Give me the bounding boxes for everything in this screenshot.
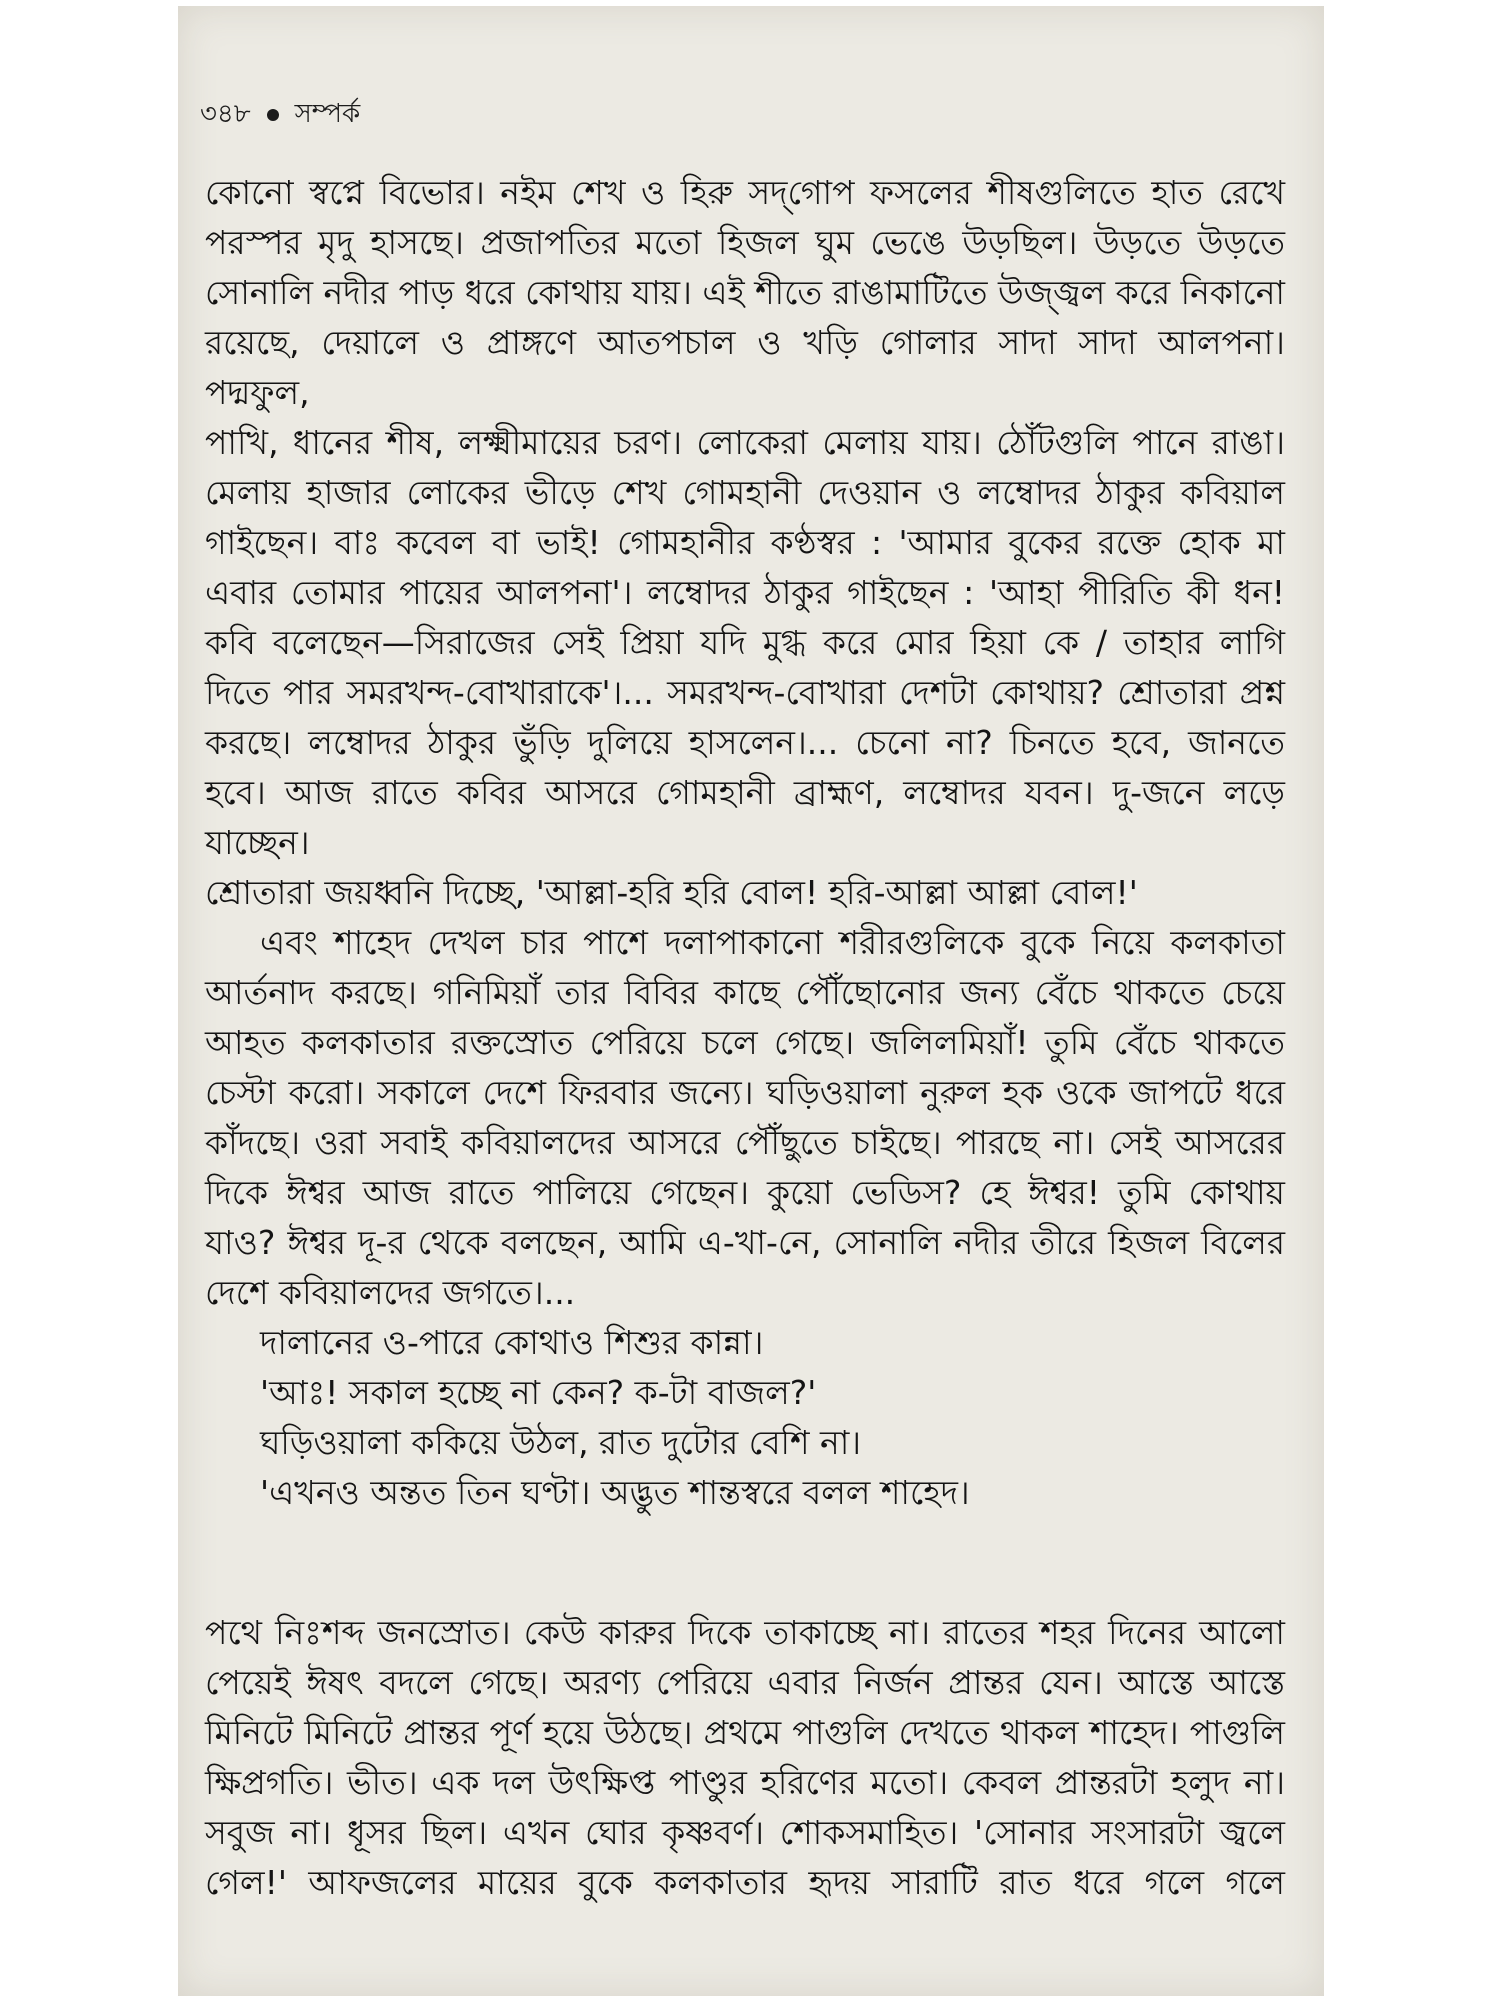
paragraph-4 <box>205 1368 1285 1418</box>
paragraph-7 <box>205 1608 1285 1908</box>
text-line: মিনিটে মিনিটে প্রান্তর পূর্ণ হয়ে উঠছে। প্রথমে পাগুলি দেখতে থাকল শাহেদ। পাগুলি <box>205 1713 1285 1752</box>
bullet-separator <box>267 109 279 121</box>
text-line: করছে। লম্বোদর ঠাকুর ভুঁড়ি দুলিয়ে হাসলেন।... চেনো না? চিনতে হবে, জানতে <box>205 723 1285 762</box>
paragraph-6 <box>205 1468 1285 1518</box>
paragraph-2 <box>205 918 1285 1268</box>
text-line: ক্ষিপ্রগতি। ভীত। এক দল উৎক্ষিপ্ত পাণ্ডুর হরিণের মতো। কেবল প্রান্তরটা হলুদ না। <box>205 1763 1285 1802</box>
text-line: রয়েছে, দেয়ালে ও প্রাঙ্গণে আতপচাল ও খড়ি গোলার সাদা সাদা আলপনা। পদ্মফুল, <box>205 323 1285 412</box>
text-line: গেল!' আফজলের মায়ের বুকে কলকাতার হৃদয় সারাটি রাত ধরে গলে গলে <box>205 1863 1285 1902</box>
text-line: মেলায় হাজার লোকের ভীড়ে শেখ গোমহানী দেওয়ান ও লম্বোদর ঠাকুর কবিয়াল <box>205 473 1285 512</box>
text-line: দালানের ও-পারে কোথাও শিশুর কান্না। <box>260 1323 764 1362</box>
text-line: কবি বলেছেন—সিরাজের সেই প্রিয়া যদি মুগ্ধ করে মোর হিয়া কে / তাহার লাগি <box>205 623 1285 662</box>
text-line: কাঁদছে। ওরা সবাই কবিয়ালদের আসরে পৌঁছুতে চাইছে। পারছে না। সেই আসরের <box>205 1123 1285 1162</box>
text-line: পরস্পর মৃদু হাসছে। প্রজাপতির মতো হিজল ঘুম ভেঙে উড়ছিল। উড়তে উড়তে <box>205 223 1285 262</box>
text-line: শ্রোতারা জয়ধ্বনি দিচ্ছে, 'আল্লা-হরি হরি বোল! হরি-আল্লা আল্লা বোল!' <box>205 873 1138 912</box>
text-line: আর্তনাদ করছে। গনিমিয়াঁ তার বিবির কাছে পৌঁছোনোর জন্য বেঁচে থাকতে চেয়ে <box>205 973 1285 1012</box>
text-line: এবং শাহেদ দেখল চার পাশে দলাপাকানো শরীরগুলিকে বুকে নিয়ে কলকাতা <box>260 923 1285 962</box>
paragraph-5 <box>205 1418 1285 1468</box>
section-break <box>205 1518 1285 1608</box>
text-line: কোনো স্বপ্নে বিভোর। নইম শেখ ও হিরু সদ্‌গোপ ফসলের শীষগুলিতে হাত রেখে <box>205 173 1285 212</box>
running-header <box>200 95 360 135</box>
text-line: 'আঃ! সকাল হচ্ছে না কেন? ক-টা বাজল?' <box>260 1373 817 1412</box>
text-line: পাখি, ধানের শীষ, লক্ষ্মীমায়ের চরণ। লোকেরা মেলায় যায়। ঠোঁটগুলি পানে রাঙা। <box>205 423 1285 462</box>
text-line: দেশে কবিয়ালদের জগতে।... <box>205 1273 576 1312</box>
text-line: সবুজ না। ধূসর ছিল। এখন ঘোর কৃষ্ণবর্ণ। শোকসমাহিত। 'সোনার সংসারটা জ্বলে <box>205 1813 1285 1852</box>
text-line: পেয়েই ঈষৎ বদলে গেছে। অরণ্য পেরিয়ে এবার নির্জন প্রান্তর যেন। আস্তে আস্তে <box>205 1663 1285 1702</box>
page-number: ৩৪৮ <box>200 99 251 129</box>
text-line: সোনালি নদীর পাড় ধরে কোথায় যায়। এই শীতে রাঙামাটিতে উজ্জ্বল করে নিকানো <box>205 273 1285 312</box>
paragraph-1 <box>205 168 1285 868</box>
text-line: এবার তোমার পায়ের আলপনা'। লম্বোদর ঠাকুর গাইছেন : 'আহা পীরিতি কী ধন! <box>205 573 1285 612</box>
text-line: যাও? ঈশ্বর দূ-র থেকে বলছেন, আমি এ-খা-নে, সোনালি নদীর তীরে হিজল বিলের <box>205 1223 1285 1262</box>
paragraph-1-end <box>205 868 1285 918</box>
text-line: হবে। আজ রাতে কবির আসরে গোমহানী ব্রাহ্মণ, লম্বোদর যবন। দু-জনে লড়ে যাচ্ছেন। <box>205 773 1285 862</box>
paragraph-3 <box>205 1318 1285 1368</box>
text-line: দিতে পার সমরখন্দ-বোখারাকে'।... সমরখন্দ-বোখারা দেশটা কোথায়? শ্রোতারা প্রশ্ন <box>205 673 1285 712</box>
paragraph-2-end <box>205 1268 1285 1318</box>
text-line: ঘড়িওয়ালা ককিয়ে উঠল, রাত দুটোর বেশি না। <box>260 1423 862 1462</box>
text-line: চেস্টা করো। সকালে দেশে ফিরবার জন্যে। ঘড়িওয়ালা নুরুল হক ওকে জাপটে ধরে <box>205 1073 1285 1112</box>
text-line: আহত কলকাতার রক্তস্রোত পেরিয়ে চলে গেছে। জলিলমিয়াঁ! তুমি বেঁচে থাকতে <box>205 1023 1285 1062</box>
text-line: পথে নিঃশব্দ জনস্রোত। কেউ কারুর দিকে তাকাচ্ছে না। রাতের শহর দিনের আলো <box>205 1613 1285 1652</box>
text-line: গাইছেন। বাঃ কবেল বা ভাই! গোমহানীর কণ্ঠস্বর : 'আমার বুকের রক্তে হোক মা <box>205 523 1285 562</box>
running-title: সম্পর্ক <box>294 99 361 129</box>
text-line: 'এখনও অন্তত তিন ঘণ্টা। অদ্ভুত শান্তস্বরে বলল শাহেদ। <box>260 1473 970 1512</box>
body-text <box>205 168 1285 1908</box>
text-line: দিকে ঈশ্বর আজ রাতে পালিয়ে গেছেন। কুয়ো ভেডিস? হে ঈশ্বর! তুমি কোথায় <box>205 1173 1285 1212</box>
